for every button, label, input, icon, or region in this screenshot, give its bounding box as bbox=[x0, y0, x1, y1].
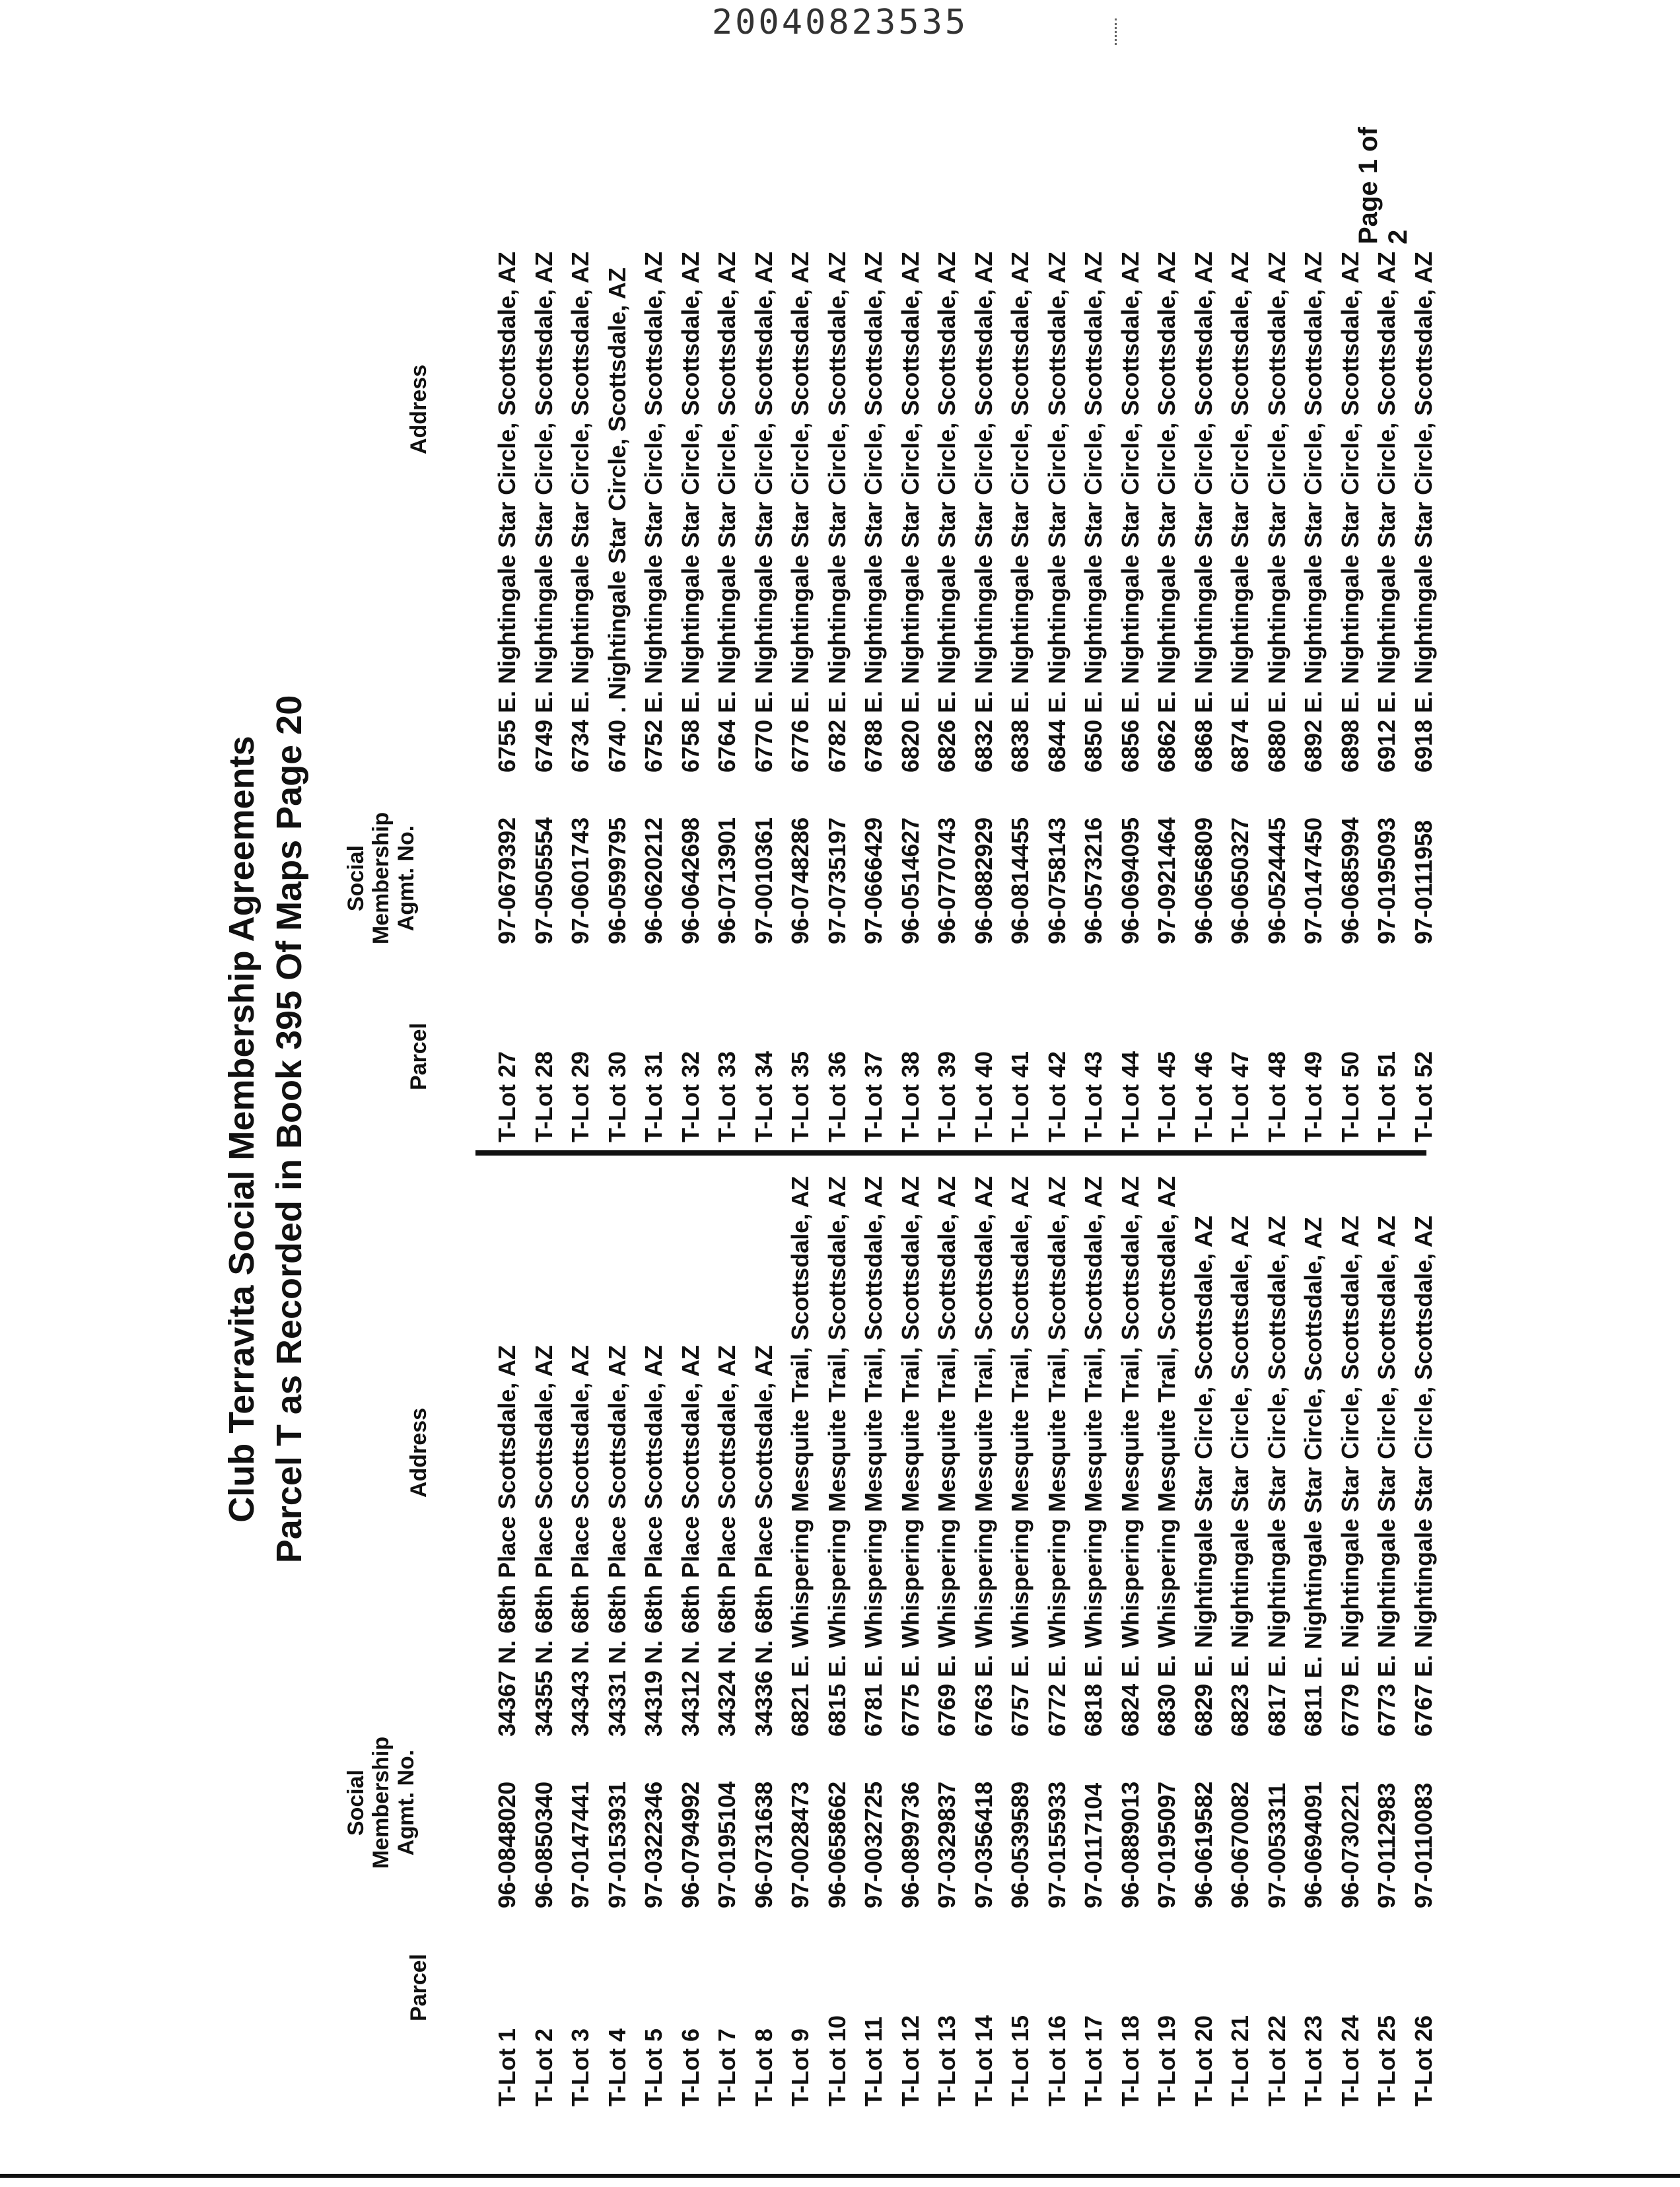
parcel-cell: T-Lot 19 bbox=[1153, 2015, 1180, 2106]
address-cell: 6898 E. Nightingale Star Circle, Scottsdale, AZ bbox=[1336, 252, 1364, 773]
parcel-cell: T-Lot 13 bbox=[933, 2015, 960, 2106]
agmt-number-cell: 97-0028473 bbox=[787, 1781, 814, 1908]
address-cell: 6821 E. Whispering Mesquite Trail, Scottsdale, AZ bbox=[787, 1176, 814, 1737]
address-cell: 6830 E. Whispering Mesquite Trail, Scottsdale, AZ bbox=[1153, 1176, 1180, 1737]
parcel-cell: T-Lot 4 bbox=[603, 2029, 631, 2106]
title-line-2: Parcel T as Recorded in Book 395 Of Maps Page 20 bbox=[269, 695, 309, 1564]
agmt-number-cell: 96-0573216 bbox=[1080, 817, 1107, 944]
address-cell: 6815 E. Whispering Mesquite Trail, Scottsdale, AZ bbox=[823, 1176, 851, 1737]
address-cell: 6856 E. Nightingale Star Circle, Scottsdale, AZ bbox=[1116, 252, 1144, 773]
table-row bbox=[892, 152, 929, 1142]
address-cell: 6779 E. Nightingale Star Circle, Scottsdale, AZ bbox=[1336, 1216, 1364, 1737]
parcel-cell: T-Lot 1 bbox=[493, 2029, 520, 2106]
agmt-number-cell: 97-0110083 bbox=[1409, 1782, 1437, 1908]
parcel-cell: T-Lot 25 bbox=[1373, 2015, 1400, 2106]
table-row bbox=[965, 1116, 1002, 2106]
address-cell: 6773 E. Nightingale Star Circle, Scottsdale, AZ bbox=[1373, 1216, 1400, 1737]
agmt-number-cell: 97-0053311 bbox=[1263, 1782, 1290, 1908]
right-header-agmt-line3: Agmt. No. bbox=[394, 825, 419, 932]
agmt-number-cell: 96-0650327 bbox=[1226, 817, 1253, 944]
address-cell: 6782 E. Nightingale Star Circle, Scottsdale, AZ bbox=[823, 252, 851, 773]
table-row bbox=[1332, 1116, 1369, 2106]
table-row bbox=[1259, 152, 1296, 1142]
parcel-cell: T-Lot 34 bbox=[750, 1051, 777, 1142]
address-cell: 6767 E. Nightingale Star Circle, Scottsdale, AZ bbox=[1409, 1216, 1437, 1737]
address-cell: 6769 E. Whispering Mesquite Trail, Scottsdale, AZ bbox=[933, 1176, 960, 1737]
parcel-cell: T-Lot 27 bbox=[493, 1051, 520, 1142]
agmt-number-cell: 97-0195093 bbox=[1373, 817, 1400, 944]
agmt-number-cell: 96-0599795 bbox=[603, 817, 631, 944]
agmt-number-cell: 97-0117104 bbox=[1080, 1782, 1107, 1908]
address-cell: 6781 E. Whispering Mesquite Trail, Scottsdale, AZ bbox=[860, 1176, 887, 1737]
agmt-number-cell: 96-0899736 bbox=[896, 1781, 924, 1908]
rotated-page bbox=[0, 112, 1572, 2146]
address-cell: 6764 E. Nightingale Star Circle, Scottsdale, AZ bbox=[713, 252, 740, 773]
parcel-cell: T-Lot 47 bbox=[1226, 1051, 1253, 1142]
parcel-cell: T-Lot 12 bbox=[896, 2015, 924, 2106]
parcel-cell: T-Lot 26 bbox=[1409, 2015, 1437, 2106]
left-header-agmt-line1: Social bbox=[343, 1769, 368, 1836]
parcel-cell: T-Lot 46 bbox=[1189, 1051, 1217, 1142]
table-row bbox=[928, 152, 965, 1142]
left-header-agmt-line2: Membership bbox=[368, 1736, 394, 1869]
agmt-number-cell: 96-0889013 bbox=[1116, 1781, 1144, 1908]
agmt-number-cell: 96-0694091 bbox=[1300, 1781, 1327, 1908]
margin-mark bbox=[1115, 18, 1119, 45]
table-row bbox=[635, 1116, 672, 2106]
parcel-cell: T-Lot 18 bbox=[1116, 2015, 1144, 2106]
parcel-cell: T-Lot 50 bbox=[1336, 1051, 1364, 1142]
parcel-cell: T-Lot 7 bbox=[713, 2029, 740, 2106]
table-row bbox=[489, 1116, 526, 2106]
agmt-number-cell: 96-0514627 bbox=[896, 817, 924, 944]
table-row bbox=[1148, 1116, 1185, 2106]
table-row bbox=[709, 1116, 746, 2106]
table-row bbox=[526, 152, 563, 1142]
parcel-cell: T-Lot 31 bbox=[640, 1051, 667, 1142]
parcel-cell: T-Lot 17 bbox=[1080, 2015, 1107, 2106]
address-cell: 6823 E. Nightingale Star Circle, Scottsdale, AZ bbox=[1226, 1216, 1253, 1737]
address-cell: 6772 E. Whispering Mesquite Trail, Scottsdale, AZ bbox=[1043, 1176, 1070, 1737]
table-row bbox=[1368, 152, 1405, 1142]
address-cell: 6868 E. Nightingale Star Circle, Scottsdale, AZ bbox=[1189, 252, 1217, 773]
address-cell: 6818 E. Whispering Mesquite Trail, Scottsdale, AZ bbox=[1080, 1176, 1107, 1737]
parcel-cell: T-Lot 51 bbox=[1373, 1051, 1400, 1142]
parcel-cell: T-Lot 22 bbox=[1263, 2015, 1290, 2106]
agmt-number-cell: 97-0112983 bbox=[1373, 1782, 1400, 1908]
left-header-agmt-line3: Agmt. No. bbox=[394, 1749, 419, 1856]
agmt-number-cell: 96-0694095 bbox=[1116, 817, 1144, 944]
parcel-cell: T-Lot 15 bbox=[1006, 2015, 1033, 2106]
parcel-cell: T-Lot 40 bbox=[969, 1051, 997, 1142]
agmt-number-cell: 96-0620212 bbox=[640, 817, 667, 944]
table-row bbox=[819, 1116, 856, 2106]
parcel-cell: T-Lot 5 bbox=[640, 2029, 667, 2106]
agmt-number-cell: 96-0758143 bbox=[1043, 817, 1070, 944]
parcel-cell: T-Lot 37 bbox=[860, 1051, 887, 1142]
agmt-number-cell: 96-0524445 bbox=[1263, 817, 1290, 944]
parcel-cell: T-Lot 39 bbox=[933, 1051, 960, 1142]
table-row bbox=[928, 1116, 965, 2106]
agmt-number-cell: 97-0679392 bbox=[493, 817, 520, 944]
address-cell: 34367 N. 68th Place Scottsdale, AZ bbox=[493, 1345, 520, 1737]
left-header-address: Address bbox=[406, 1407, 431, 1498]
right-header-address: Address bbox=[406, 364, 431, 455]
table-row bbox=[1368, 1116, 1405, 2106]
parcel-cell: T-Lot 29 bbox=[567, 1051, 594, 1142]
parcel-cell: T-Lot 16 bbox=[1043, 2015, 1070, 2106]
table-row bbox=[746, 1116, 783, 2106]
table-row bbox=[1295, 1116, 1332, 2106]
address-cell: 6734 E. Nightingale Star Circle, Scottsdale, AZ bbox=[567, 252, 594, 773]
parcel-cell: T-Lot 42 bbox=[1043, 1051, 1070, 1142]
parcel-cell: T-Lot 30 bbox=[603, 1051, 631, 1142]
parcel-cell: T-Lot 11 bbox=[860, 2016, 887, 2106]
parcel-cell: T-Lot 44 bbox=[1116, 1051, 1144, 1142]
table-row bbox=[746, 152, 783, 1142]
agmt-number-cell: 96-0685994 bbox=[1336, 817, 1364, 944]
agmt-number-cell: 97-0735197 bbox=[823, 817, 851, 944]
agmt-number-cell: 96-0770743 bbox=[933, 817, 960, 944]
address-cell: 6850 E. Nightingale Star Circle, Scottsdale, AZ bbox=[1080, 252, 1107, 773]
parcel-cell: T-Lot 14 bbox=[969, 2015, 997, 2106]
agmt-number-cell: 97-0155933 bbox=[1043, 1781, 1070, 1908]
right-header-agmt-line2: Membership bbox=[368, 812, 394, 945]
table-row bbox=[1222, 1116, 1259, 2106]
right-header-agmt bbox=[343, 786, 419, 971]
table-row bbox=[562, 1116, 599, 2106]
address-cell: 6770 E. Nightingale Star Circle, Scottsdale, AZ bbox=[750, 252, 777, 773]
page-number: Page 1 of 2 bbox=[1354, 127, 1413, 244]
table-row bbox=[855, 152, 892, 1142]
agmt-number-cell: 96-0642698 bbox=[676, 817, 704, 944]
table-row bbox=[1222, 152, 1259, 1142]
agmt-number-cell: 96-0670082 bbox=[1226, 1781, 1253, 1908]
agmt-number-cell: 97-0356418 bbox=[969, 1781, 997, 1908]
table-row bbox=[782, 152, 819, 1142]
agmt-number-cell: 97-0010361 bbox=[750, 817, 777, 944]
agmt-number-cell: 97-0322346 bbox=[640, 1781, 667, 1908]
address-cell: 34355 N. 68th Place Scottsdale, AZ bbox=[530, 1345, 557, 1737]
address-cell: 6749 E. Nightingale Star Circle, Scottsdale, AZ bbox=[530, 252, 557, 773]
agmt-number-cell: 96-0656809 bbox=[1189, 817, 1217, 944]
table-row bbox=[1185, 1116, 1222, 2106]
parcel-cell: T-Lot 35 bbox=[787, 1051, 814, 1142]
parcel-cell: T-Lot 9 bbox=[787, 2029, 814, 2106]
parcel-cell: T-Lot 2 bbox=[530, 2029, 557, 2106]
parcel-cell: T-Lot 28 bbox=[530, 1051, 557, 1142]
table-row bbox=[635, 152, 672, 1142]
address-cell: 6824 E. Whispering Mesquite Trail, Scottsdale, AZ bbox=[1116, 1176, 1144, 1737]
address-cell: 6844 E. Nightingale Star Circle, Scottsdale, AZ bbox=[1043, 252, 1070, 773]
page-bottom-rule bbox=[0, 2174, 1680, 2178]
address-cell: 6755 E. Nightingale Star Circle, Scottsdale, AZ bbox=[493, 252, 520, 773]
parcel-cell: T-Lot 36 bbox=[823, 1051, 851, 1142]
parcel-cell: T-Lot 3 bbox=[567, 2029, 594, 2106]
address-cell: 6912 E. Nightingale Star Circle, Scottsdale, AZ bbox=[1373, 252, 1400, 773]
table-row bbox=[672, 1116, 709, 2106]
table-row bbox=[562, 152, 599, 1142]
table-row bbox=[1002, 152, 1039, 1142]
table-row bbox=[599, 152, 636, 1142]
agmt-number-cell: 96-0539589 bbox=[1006, 1781, 1033, 1908]
table-row bbox=[782, 1116, 819, 2106]
agmt-number-cell: 96-0713901 bbox=[713, 817, 740, 944]
agmt-number-cell: 96-0882929 bbox=[969, 817, 997, 944]
agmt-number-cell: 97-0111958 bbox=[1409, 819, 1437, 944]
agmt-number-cell: 96-0814455 bbox=[1006, 817, 1033, 944]
address-cell: 6775 E. Whispering Mesquite Trail, Scottsdale, AZ bbox=[896, 1176, 924, 1737]
table-row bbox=[1075, 152, 1112, 1142]
parcel-cell: T-Lot 20 bbox=[1189, 2015, 1217, 2106]
table-row bbox=[1075, 1116, 1112, 2106]
agmt-number-cell: 97-0195097 bbox=[1153, 1781, 1180, 1908]
recording-number: 20040823535 bbox=[711, 3, 969, 42]
table-row bbox=[892, 1116, 929, 2106]
address-cell: 6788 E. Nightingale Star Circle, Scottsdale, AZ bbox=[860, 252, 887, 773]
parcel-cell: T-Lot 6 bbox=[676, 2029, 704, 2106]
table-row bbox=[1112, 152, 1149, 1142]
address-cell: 6829 E. Nightingale Star Circle, Scottsdale, AZ bbox=[1189, 1216, 1217, 1737]
agmt-number-cell: 96-0730221 bbox=[1336, 1781, 1364, 1908]
parcel-cell: T-Lot 32 bbox=[676, 1051, 704, 1142]
agmt-number-cell: 96-0748286 bbox=[787, 817, 814, 944]
address-cell: 6740 . Nightingale Star Circle, Scottsdale, AZ bbox=[603, 267, 631, 773]
table-row bbox=[1405, 152, 1442, 1142]
address-cell: 6826 E. Nightingale Star Circle, Scottsdale, AZ bbox=[933, 252, 960, 773]
agmt-number-cell: 97-0921464 bbox=[1153, 817, 1180, 944]
table-row bbox=[489, 152, 526, 1142]
parcel-cell: T-Lot 41 bbox=[1006, 1051, 1033, 1142]
left-header-agmt bbox=[343, 1710, 419, 1895]
parcel-cell: T-Lot 10 bbox=[823, 2015, 851, 2106]
agmt-number-cell: 97-0153931 bbox=[603, 1781, 631, 1908]
address-cell: 6758 E. Nightingale Star Circle, Scottsdale, AZ bbox=[676, 252, 704, 773]
address-cell: 6757 E. Whispering Mesquite Trail, Scottsdale, AZ bbox=[1006, 1176, 1033, 1737]
parcel-cell: T-Lot 8 bbox=[750, 2029, 777, 2106]
address-cell: 34331 N. 68th Place Scottsdale, AZ bbox=[603, 1345, 631, 1737]
agmt-number-cell: 97-0666429 bbox=[860, 817, 887, 944]
parcel-cell: T-Lot 33 bbox=[713, 1051, 740, 1142]
agmt-number-cell: 96-0850340 bbox=[530, 1781, 557, 1908]
table-row bbox=[1332, 152, 1369, 1142]
address-cell: 6892 E. Nightingale Star Circle, Scottsdale, AZ bbox=[1300, 252, 1327, 773]
table-row bbox=[1039, 152, 1076, 1142]
table-row bbox=[819, 152, 856, 1142]
agmt-number-cell: 96-0619582 bbox=[1189, 1781, 1217, 1908]
address-cell: 34319 N. 68th Place Scottsdale, AZ bbox=[640, 1345, 667, 1737]
agmt-number-cell: 97-0147441 bbox=[567, 1781, 594, 1908]
agmt-number-cell: 96-0848020 bbox=[493, 1781, 520, 1908]
table-row bbox=[855, 1116, 892, 2106]
address-cell: 6862 E. Nightingale Star Circle, Scottsdale, AZ bbox=[1153, 252, 1180, 773]
table-row bbox=[599, 1116, 636, 2106]
table-row bbox=[1405, 1116, 1442, 2106]
table-row bbox=[965, 152, 1002, 1142]
address-cell: 34312 N. 68th Place Scottsdale, AZ bbox=[676, 1345, 704, 1737]
table-row bbox=[526, 1116, 563, 2106]
title-line-1: Club Terravita Social Membership Agreements bbox=[222, 736, 262, 1523]
left-header-parcel: Parcel bbox=[406, 1953, 431, 2022]
parcel-cell: T-Lot 21 bbox=[1226, 2015, 1253, 2106]
table-row bbox=[1112, 1116, 1149, 2106]
parcel-cell: T-Lot 24 bbox=[1336, 2015, 1364, 2106]
parcel-cell: T-Lot 48 bbox=[1263, 1051, 1290, 1142]
address-cell: 6817 E. Nightingale Star Circle, Scottsdale, AZ bbox=[1263, 1216, 1290, 1737]
parcel-cell: T-Lot 45 bbox=[1153, 1051, 1180, 1142]
title-block bbox=[218, 112, 313, 2146]
right-header-agmt-line1: Social bbox=[343, 845, 368, 912]
address-cell: 6763 E. Whispering Mesquite Trail, Scottsdale, AZ bbox=[969, 1176, 997, 1737]
address-cell: 6820 E. Nightingale Star Circle, Scottsdale, AZ bbox=[896, 252, 924, 773]
agmt-number-cell: 97-0329837 bbox=[933, 1781, 960, 1908]
parcel-cell: T-Lot 23 bbox=[1300, 2015, 1327, 2106]
agmt-number-cell: 97-0147450 bbox=[1300, 817, 1327, 944]
table-row bbox=[709, 152, 746, 1142]
address-cell: 34324 N. 68th Place Scottsdale, AZ bbox=[713, 1345, 740, 1737]
table-row bbox=[1002, 1116, 1039, 2106]
address-cell: 6918 E. Nightingale Star Circle, Scottsdale, AZ bbox=[1409, 252, 1437, 773]
table-row bbox=[672, 152, 709, 1142]
table-row bbox=[1039, 1116, 1076, 2106]
agmt-number-cell: 96-0731638 bbox=[750, 1781, 777, 1908]
address-cell: 6752 E. Nightingale Star Circle, Scottsdale, AZ bbox=[640, 252, 667, 773]
parcel-cell: T-Lot 43 bbox=[1080, 1051, 1107, 1142]
agmt-number-cell: 97-0195104 bbox=[713, 1781, 740, 1908]
address-cell: 6874 E. Nightingale Star Circle, Scottsdale, AZ bbox=[1226, 252, 1253, 773]
table-row bbox=[1185, 152, 1222, 1142]
address-cell: 6880 E. Nightingale Star Circle, Scottsdale, AZ bbox=[1263, 252, 1290, 773]
address-cell: 6811 E. Nightingale Star Circle, Scottsdale, AZ bbox=[1300, 1217, 1327, 1737]
address-cell: 6776 E. Nightingale Star Circle, Scottsdale, AZ bbox=[787, 252, 814, 773]
table-row bbox=[1148, 152, 1185, 1142]
parcel-cell: T-Lot 49 bbox=[1300, 1051, 1327, 1142]
table-row bbox=[1295, 152, 1332, 1142]
table-row bbox=[1259, 1116, 1296, 2106]
agmt-number-cell: 97-0505554 bbox=[530, 817, 557, 944]
right-header-parcel: Parcel bbox=[406, 1022, 431, 1091]
address-cell: 6832 E. Nightingale Star Circle, Scottsdale, AZ bbox=[969, 252, 997, 773]
address-cell: 34343 N. 68th Place Scottsdale, AZ bbox=[567, 1345, 594, 1737]
address-cell: 6838 E. Nightingale Star Circle, Scottsdale, AZ bbox=[1006, 252, 1033, 773]
agmt-number-cell: 97-0032725 bbox=[860, 1781, 887, 1908]
parcel-cell: T-Lot 52 bbox=[1409, 1051, 1437, 1142]
agmt-number-cell: 96-0658662 bbox=[823, 1781, 851, 1908]
agmt-number-cell: 96-0794992 bbox=[676, 1781, 704, 1908]
address-cell: 34336 N. 68th Place Scottsdale, AZ bbox=[750, 1345, 777, 1737]
agmt-number-cell: 97-0601743 bbox=[567, 817, 594, 944]
parcel-cell: T-Lot 38 bbox=[896, 1051, 924, 1142]
